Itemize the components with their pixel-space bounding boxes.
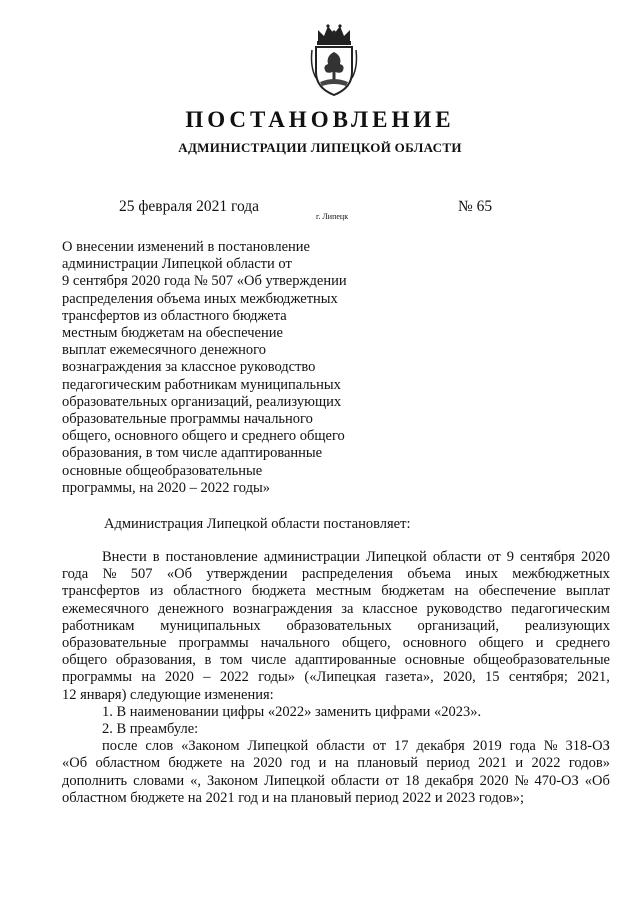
document-date: 25 февраля 2021 года [119, 198, 260, 215]
title-line: трансфертов из областного бюджета [62, 307, 287, 324]
coat-of-arms-emblem [306, 22, 362, 98]
body-word: общего, [341, 635, 391, 652]
body-word: на [230, 755, 245, 772]
title-line: образовательные программы начального [62, 411, 313, 428]
body-word: объема [407, 566, 452, 583]
body-word: адаптированные [294, 652, 397, 669]
body-word: педагогическим [511, 600, 610, 617]
body-word: слов [145, 738, 174, 755]
body-word: 18 [404, 772, 420, 789]
body-word: – [203, 669, 211, 686]
title-line: основные общеобразовательные [62, 462, 263, 479]
title-line: выплат ежемесячного денежного [62, 342, 267, 359]
body-word: годов» [568, 755, 610, 772]
body-word: программы [178, 635, 249, 652]
body-word: областного [173, 583, 242, 600]
body-word: года [509, 738, 536, 755]
title-line: программы, на 2020 – 2022 годы» [62, 479, 270, 496]
title-line: общего, основного общего и среднего общего [62, 428, 345, 445]
title-line: местным бюджетам на обеспечение [62, 325, 283, 342]
body-word: основного [402, 635, 467, 652]
title-line: 9 сентября 2020 года № 507 «Об утверждении [62, 273, 347, 290]
body-word: «Об [584, 772, 610, 789]
body-line [62, 755, 610, 772]
body-word: области [316, 738, 365, 755]
issuer-heading: АДМИНИСТРАЦИИ ЛИПЕЦКОЙ ОБЛАСТИ [178, 140, 462, 155]
body-word: 2020 [253, 755, 283, 772]
body-word: межбюджетных [512, 566, 610, 583]
body-word: муниципальных [160, 617, 261, 634]
body-word: газета», [385, 669, 434, 686]
body-word: и [318, 755, 327, 772]
body-word: общего [478, 635, 524, 652]
body-word: 470-ОЗ [534, 772, 579, 789]
title-line: администрации Липецкой области от [62, 256, 292, 273]
document-title [62, 239, 392, 497]
document-type-heading: ПОСТАНОВЛЕНИЕ [185, 107, 455, 132]
body-word: 9 [506, 549, 514, 565]
body-word: после [102, 738, 138, 755]
body-word: среднего [555, 635, 610, 652]
body-word: от [372, 738, 387, 755]
body-word: областном [95, 755, 161, 772]
title-line: образования, в том числе адаптированные [62, 445, 323, 462]
title-line: образовательных организаций, реализующих [62, 393, 342, 410]
body-word: 2022 [531, 755, 561, 772]
body-word: бюджета [251, 583, 306, 600]
body-word: работникам [62, 617, 135, 634]
body-word: на [141, 669, 156, 686]
body-word: из [149, 583, 164, 600]
title-line: педагогическим работникам муниципальных [62, 376, 341, 393]
body-word: организаций, [417, 617, 500, 634]
body-word: годы» [258, 669, 296, 686]
body-word: и [535, 635, 544, 652]
body-word: декабря [425, 772, 474, 789]
body-word: 15 [485, 669, 500, 686]
body-word: № [514, 772, 529, 789]
body-word: образовательные [62, 635, 167, 652]
body-word: 17 [393, 738, 409, 755]
body-word: распределения [301, 566, 393, 583]
body-word: Законом [206, 772, 259, 789]
body-word: бюджетам [381, 583, 445, 600]
body-word: «Об [166, 566, 193, 583]
body-word: на [334, 755, 349, 772]
body-word: местным [315, 583, 372, 600]
document-body [62, 549, 610, 807]
body-word: в [204, 652, 212, 669]
body-word: образования, [115, 652, 196, 669]
body-word: в [152, 549, 160, 565]
body-word: Внести [102, 549, 147, 565]
body-word: образовательных [286, 617, 392, 634]
body-word: 2022 [219, 669, 249, 686]
body-word: № [102, 566, 117, 583]
preamble-text: Администрация Липецкой области постановляет: [104, 516, 411, 532]
body-word: числе [251, 652, 287, 669]
body-word: трансфертов [62, 583, 140, 600]
body-word: 507 [130, 566, 153, 583]
body-word: утверждении [206, 566, 288, 583]
body-word: 2020 [580, 549, 610, 565]
body-line [62, 583, 610, 600]
body-word: 2021 [478, 755, 508, 772]
body-line [62, 738, 610, 755]
body-word: администрации [263, 549, 360, 565]
body-line: 12 января) следующие изменения: [62, 686, 274, 703]
body-word: от [385, 772, 399, 789]
body-line [62, 669, 610, 686]
body-word: области [432, 549, 482, 565]
body-word: 2020, [443, 669, 476, 686]
body-word: том [220, 652, 243, 669]
body-word: словами [133, 772, 185, 789]
body-word: сентября; [508, 669, 568, 686]
body-word: сентября [520, 549, 575, 565]
document-place: г. Липецк [316, 212, 349, 221]
body-line [62, 601, 610, 618]
body-word: период [426, 755, 470, 772]
body-line [62, 549, 610, 566]
body-word: классное [362, 600, 418, 617]
body-word: «Об [62, 755, 88, 772]
body-line [62, 618, 610, 635]
body-word: постановление [165, 549, 258, 565]
body-word: год [290, 755, 311, 772]
body-word: 2021, [577, 669, 610, 686]
body-word: 2019 [472, 738, 502, 755]
body-word: общего [62, 652, 108, 669]
title-line: вознаграждения за классное руководство [62, 359, 316, 376]
body-word: Липецкой [264, 772, 325, 789]
document-number: № 65 [458, 198, 493, 215]
body-word: выплат [565, 583, 610, 600]
body-word: денежного [157, 600, 224, 617]
body-word: области [330, 772, 380, 789]
body-word: «, [190, 772, 201, 789]
body-word: «Законом [181, 738, 240, 755]
body-line: 1. В наименовании цифры «2022» заменить цифрами «2023». [102, 703, 482, 720]
body-word: руководство [426, 600, 503, 617]
body-word: № [543, 738, 558, 755]
body-word: Липецкой [247, 738, 309, 755]
body-word: основные [404, 652, 465, 669]
body-word: плановый [357, 755, 419, 772]
body-word: декабря [416, 738, 465, 755]
body-word: общеобразовательные [473, 652, 610, 669]
body-word: Липецкой [365, 549, 427, 565]
body-line [62, 635, 610, 652]
body-line: 2. В преамбуле: [102, 721, 199, 738]
body-line: областном бюджете на 2021 год и на плановый период 2022 и 2023 годов»; [62, 789, 525, 806]
body-word: и [515, 755, 524, 772]
body-word: обеспечение [478, 583, 556, 600]
body-line [62, 652, 610, 669]
body-word: за [341, 600, 354, 617]
body-word: иных [465, 566, 498, 583]
body-word: 2020 [479, 772, 509, 789]
body-word: 318-ОЗ [565, 738, 610, 755]
body-word: 2020 [164, 669, 194, 686]
body-word: («Липецкая [304, 669, 376, 686]
title-line: О внесении изменений в постановление [62, 239, 310, 255]
body-word: начального [260, 635, 330, 652]
body-word: дополнить [62, 772, 128, 789]
body-word: от [487, 549, 501, 565]
body-word: бюджете [168, 755, 223, 772]
body-line [62, 773, 610, 790]
title-line: распределения объема иных межбюджетных [62, 290, 338, 307]
body-line [62, 566, 610, 583]
body-word: года [62, 566, 89, 583]
body-word: вознаграждения [232, 600, 333, 617]
body-word: на [454, 583, 469, 600]
body-word: программы [62, 669, 132, 686]
body-word: реализующих [524, 617, 610, 634]
body-word: ежемесячного [62, 600, 149, 617]
